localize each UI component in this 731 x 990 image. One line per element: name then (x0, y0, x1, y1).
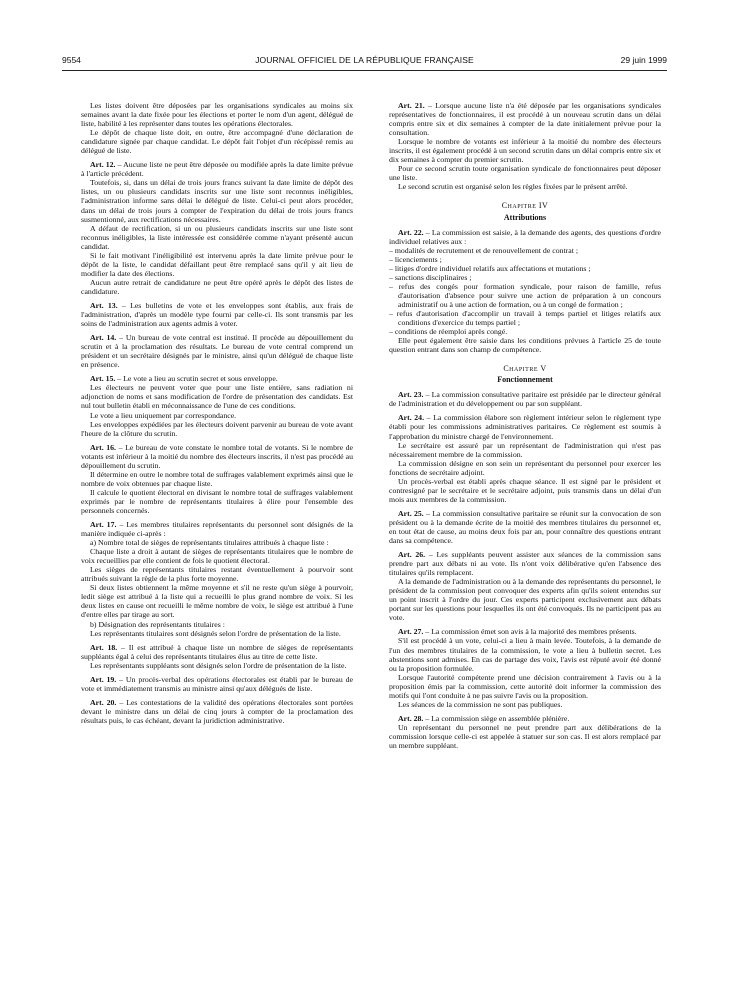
paragraph: a) Nombre total de sièges de représentants titulaires attribués à chaque liste : (90, 538, 329, 548)
paragraph: Le second scrutin est organisé selon les règles fixées par le présent arrêté. (398, 182, 628, 192)
header-rule (62, 70, 667, 71)
paragraph: Le vote a lieu uniquement par correspondance. (90, 410, 237, 420)
article-text: – Les bulletins de vote et les enveloppes sont établis, aux frais de l'administration, d'après un modèle type fourni par celle-ci. Ils sont transmis par les soins de l'administration aux agents admis à voter. (81, 300, 353, 329)
paragraph: Il calcule le quotient électoral en divisant le nombre total de suffrages valablement exprimés par le nombre de représentants titulaires à élire pour l'ensemble des personnels concernés. (81, 487, 353, 515)
article-label: Art. 13. (90, 300, 118, 310)
paragraph: Si deux listes obtiennent la même moyenne et s'il ne reste qu'un siège à pourvoir, ledit siège est attribué à la liste qui a recueilli le plus grand nombre de voix. Si les deux listes en cause ont recueilli le même nombre de voix, le siège est attribué à l'une d'entre elles par tirage au sort. (81, 583, 353, 620)
paragraph: Si le fait motivant l'inéligibilité est intervenu après la date limite prévue pour le dépôt de la liste, le candidat défaillant peut être remplacé sans qu'il y ait lieu de modifier la date des élections. (81, 250, 353, 278)
article-label: Art. 21. (398, 101, 425, 110)
article-16 (81, 443, 353, 470)
article-label: Art. 18. (90, 642, 118, 652)
chapter-heading: Chapitre V (503, 364, 547, 374)
article-label: Art. 28. (398, 713, 424, 723)
article-label: Art. 15. (90, 374, 116, 384)
paragraph: Elle peut également être saisie dans les conditions prévues à l'article 25 de toute question entrant dans son champ de compétence. (389, 336, 661, 355)
list-item: – modalités de recrutement et de renouvellement de contrat ; (389, 245, 578, 255)
article-text: – La commission est saisie, à la demande des agents, des questions d'ordre individuel relatives aux : (389, 227, 661, 246)
chapter-title: Fonctionnement (497, 375, 553, 385)
article-25 (389, 509, 661, 545)
chapter-heading: Chapitre IV (501, 201, 549, 211)
article-text: – Les suppléants peuvent assister aux séances de la commission sans prendre part aux débats ni au vote. Ils n'ont voix délibérative qu'en l'absence des titulaires qu'ils remplacent. (389, 550, 661, 578)
article-19 (81, 675, 353, 693)
article-text: – La commission élabore son règlement intérieur selon le règlement type établi pour les commissions administratives paritaires. Ce règlement est soumis à l'approbation du ministre chargé de l'environnement. (389, 413, 661, 441)
paragraph: A la demande de l'administration ou à la demande des représentants du personnel, le président de la commission peut convoquer des experts afin qu'ils soient entendus sur un point inscrit à l'ordre du jour. Ces experts participent exclusivement aux débats portant sur les questions pour lesquelles ils ont été convoqués. Ils ne participent pas au vote. (389, 577, 661, 623)
article-17 (81, 520, 353, 538)
article-12 (81, 160, 353, 178)
article-text: – Le vote a lieu au scrutin secret et sous enveloppe. (115, 374, 278, 384)
paragraph: Le secrétaire est assuré par un représentant de l'administration qui n'est pas nécessairement membre de la commission. (389, 440, 661, 459)
article-text: – La commission émet son avis à la majorité des membres présents. (423, 627, 637, 637)
paragraph: Les sièges de représentants titulaires restant éventuellement à pourvoir sont attribués suivant la règle de la plus forte moyenne. (81, 565, 353, 584)
article-label: Art. 20. (90, 697, 117, 707)
list-item: – refus des congés pour formation syndicale, pour raison de famille, refus d'autorisation d'absence pour suivre une action de préparation à un concours administratif ou à une action de formation, ou à un congé de formation ; (389, 281, 661, 309)
paragraph: b) Désignation des représentants titulaires : (90, 619, 225, 629)
article-text: – Aucune liste ne peut être déposée ou modifiée après la date limite prévue à l'article précédent. (81, 160, 353, 179)
paragraph: Les séances de la commission ne sont pas publiques. (398, 699, 563, 709)
article-26 (389, 550, 661, 577)
paragraph: Lorsque le nombre de votants est inférieur à la moitié du nombre des électeurs inscrits, il est également procédé à un second scrutin dans un délai compris entre six et dix semaines à compter du premier scrutin. (389, 137, 661, 165)
article-label: Art. 14. (90, 333, 117, 343)
article-label: Art. 25. (398, 508, 424, 518)
article-22 (389, 228, 661, 246)
article-text: – Le bureau de vote constate le nombre total de votants. Si le nombre de votants est inférieur à la moitié du nombre des électeurs inscrits, il n'est pas procédé au dépouillement du scrutin. (81, 442, 353, 470)
article-13 (81, 301, 353, 328)
list-item: – conditions de réemploi après congé. (389, 327, 508, 337)
paragraph: Les listes doivent être déposées par les organisations syndicales au moins six semaines avant la date fixée pour les élections et porter le nom d'un agent, délégué de liste, habilité à les représenter dans toutes les opérations électorales. (81, 101, 353, 129)
left-column (81, 101, 353, 971)
article-14 (81, 333, 353, 369)
page-number: 9554 (62, 55, 81, 65)
paragraph: Toutefois, si, dans un délai de trois jours francs suivant la date limite de dépôt des listes, un ou plusieurs candidats inscrits sur une liste sont reconnus inéligibles, l'administration informe sans délai le délégué de liste. Celui-ci peut alors procéder, dans un délai de trois jours à compter de l'expiration du délai de trois jours francs susmentionné, aux rectifications nécessaires. (81, 178, 353, 224)
chapter-title: Attributions (503, 212, 547, 222)
publication-date: 29 juin 1999 (620, 55, 667, 65)
article-text: – La commission consultative paritaire se réunit sur la convocation de son président ou à la demande écrite de la moitié des membres titulaires du personnel et, en tout état de cause, au moins deux fois par an, pour connaître des questions entrant dans sa compétence. (389, 508, 661, 546)
article-text: – Un procès-verbal des opérations électorales est établi par le bureau de vote et immédiatement transmis au ministre ainsi qu'aux délégués de liste. (81, 674, 353, 693)
paragraph: Un procès-verbal est établi après chaque séance. Il est signé par le président et contresigné par le secrétaire et le secrétaire adjoint, puis transmis dans un délai d'un mois aux membres de la commission. (389, 476, 661, 504)
article-text: – Il est attribué à chaque liste un nombre de sièges de représentants suppléants égal à celui des représentants titulaires élus au titre de cette liste. (81, 642, 353, 661)
article-label: Art. 12. (90, 160, 116, 170)
article-24 (389, 413, 661, 440)
article-label: Art. 26. (398, 550, 426, 560)
paragraph: La commission désigne en son sein un représentant du personnel pour exercer les fonctions de secrétaire adjoint. (389, 458, 661, 477)
paragraph: Un représentant du personnel ne peut prendre part aux délibérations de la commission lorsque celle-ci est appelée à statuer sur son cas. Il est alors remplacé par un membre suppléant. (389, 722, 661, 750)
article-21 (389, 101, 661, 137)
right-column (389, 101, 661, 971)
article-label: Art. 16. (90, 442, 116, 452)
article-label: Art. 22. (398, 227, 424, 237)
paragraph: Les représentants suppléants sont désignés selon l'ordre de présentation de la liste. (90, 660, 347, 670)
paragraph: Il détermine en outre le nombre total de suffrages valablement exprimés ainsi que le nombre de voix obtenues par chaque liste. (81, 469, 353, 488)
article-label: Art. 24. (398, 413, 425, 423)
paragraph: Le dépôt de chaque liste doit, en outre, être accompagné d'une déclaration de candidature signée par chaque candidat. Le dépôt fait l'objet d'un récépissé remis au délégué de liste. (81, 128, 353, 156)
article-20 (81, 698, 353, 725)
article-label: Art. 19. (90, 674, 117, 684)
list-item: – sanctions disciplinaires ; (389, 272, 472, 282)
article-28 (389, 714, 661, 723)
article-15 (81, 374, 353, 383)
list-item: – licenciements ; (389, 254, 442, 264)
list-item: – refus d'autorisation d'accomplir un travail à temps partiel et litiges relatifs aux conditions d'exercice du temps partiel ; (389, 308, 661, 328)
article-23 (389, 390, 661, 408)
article-27 (389, 627, 661, 636)
journal-title: JOURNAL OFFICIEL DE LA RÉPUBLIQUE FRANÇAISE (255, 55, 474, 65)
paragraph: Pour ce second scrutin toute organisation syndicale de fonctionnaires peut déposer une liste. (389, 164, 661, 183)
paragraph: Les enveloppes expédiées par les électeurs doivent parvenir au bureau de vote avant l'heure de la clôture du scrutin. (81, 419, 353, 438)
article-18 (81, 643, 353, 661)
article-label: Art. 27. (398, 627, 424, 637)
article-text: – Lorsque aucune liste n'a été déposée par les organisations syndicales représentatives de fonctionnaires, il est procédé à un nouveau scrutin dans un délai compris entre six et dix semaines à compter de la date initialement prévue pour la consultation. (389, 101, 661, 138)
article-label: Art. 23. (398, 390, 424, 400)
paragraph: Les électeurs ne peuvent voter que pour une liste entière, sans radiation ni adjonction de noms et sans modification de l'ordre de présentation des candidats. Est nul tout bulletin établi en méconnaissance de l'une de ces conditions. (81, 383, 353, 411)
list-item: – litiges d'ordre individuel relatifs aux affectations et mutations ; (389, 263, 591, 273)
paragraph: Aucun autre retrait de candidature ne peut être opéré après le dépôt des listes de candidature. (81, 277, 353, 296)
article-text: – Un bureau de vote central est institué. Il procède au dépouillement du scrutin et à la proclamation des résultats. Le bureau de vote central comprend un président et un secrétaire désignés par le ministre, ainsi qu'un délégué de chaque liste en présence. (81, 333, 353, 370)
article-text: – La commission siège en assemblée plénière. (423, 713, 570, 723)
article-label: Art. 17. (90, 520, 117, 530)
paragraph: Les représentants titulaires sont désignés selon l'ordre de présentation de la liste. (90, 628, 341, 638)
page-header (62, 55, 667, 69)
paragraph: S'il est procédé à un vote, celui-ci a lieu à main levée. Toutefois, à la demande de l'un des membres titulaires de la commission, le vote a lieu à bulletin secret. Les abstentions sont admises. En cas de partage des voix, l'avis est réputé avoir été donné ou la proposition formulée. (389, 636, 661, 673)
paragraph: Lorsque l'autorité compétente prend une décision contrairement à l'avis ou à la proposition émis par la commission, cette autorité doit informer la commission des motifs qui l'ont conduite à ne pas suivre l'avis ou la proposition. (389, 672, 661, 700)
article-text: – La commission consultative paritaire est présidée par le directeur général de l'administration et du développement ou par son suppléant. (389, 390, 661, 409)
paragraph: Chaque liste a droit à autant de sièges de représentants titulaires que le nombre de voix recueillies par elle contient de fois le quotient électoral. (81, 547, 353, 566)
article-text: – Les membres titulaires représentants du personnel sont désignés de la manière indiquée ci-après : (81, 520, 353, 539)
paragraph: A défaut de rectification, si un ou plusieurs candidats inscrits sur une liste sont reconnus inéligibles, la liste intéressée est considérée comme n'ayant présenté aucun candidat. (81, 223, 353, 251)
article-text: – Les contestations de la validité des opérations électorales sont portées devant le ministre dans un délai de cinq jours à compter de la proclamation des résultats puis, le cas échéant, devant la juridiction administrative. (81, 697, 353, 725)
